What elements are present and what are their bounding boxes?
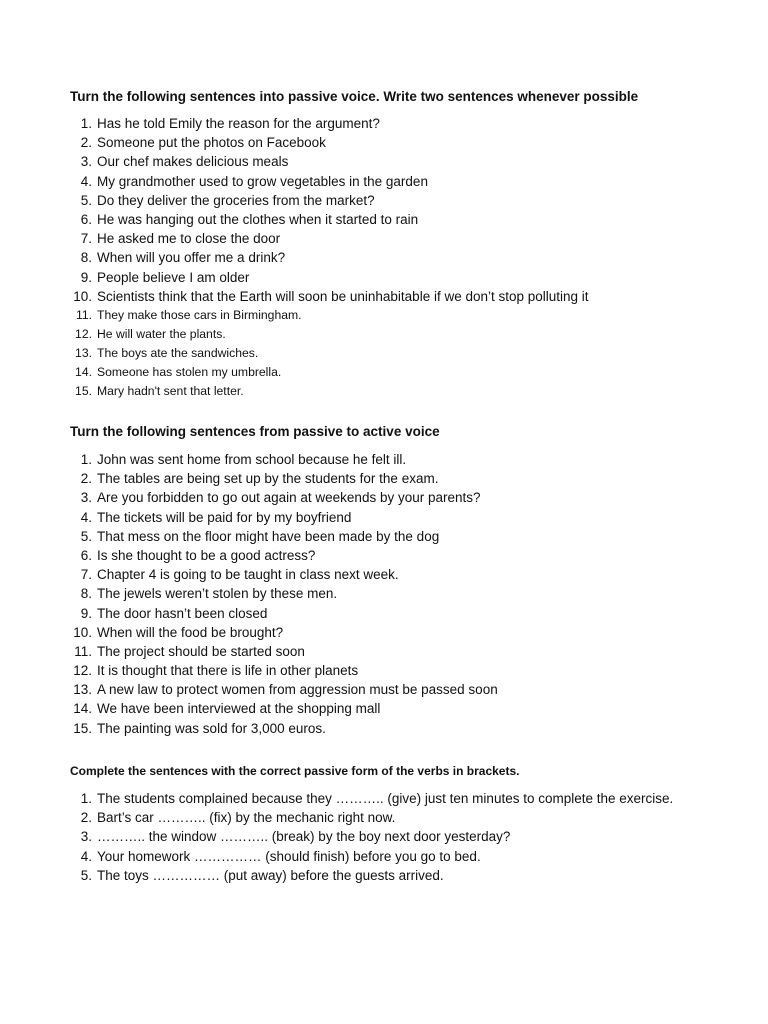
exercise-list — [70, 114, 730, 401]
item-text: They make those cars in Birmingham. — [97, 307, 302, 322]
item-number: 4. — [80, 173, 92, 189]
list-item — [70, 152, 730, 171]
item-number: 5. — [80, 528, 92, 544]
item-number: 6. — [80, 547, 92, 563]
list-item — [70, 229, 730, 248]
item-text: My grandmother used to grow vegetables in the garden — [97, 173, 428, 189]
item-number: 7. — [80, 231, 92, 247]
exercise-list — [70, 450, 730, 738]
item-text: Is she thought to be a good actress? — [97, 547, 316, 563]
item-number: 12. — [75, 326, 92, 341]
list-item — [70, 699, 730, 718]
item-text: People believe I am older — [97, 269, 250, 285]
item-number: 2. — [80, 135, 92, 151]
item-number: 4. — [80, 509, 92, 525]
item-number: 4. — [80, 848, 92, 864]
item-number: 9. — [80, 605, 92, 621]
item-number: 8. — [80, 586, 92, 602]
item-text: ……….. the window ……….. (break) by the boy next door yesterday? — [97, 829, 511, 845]
item-number: 14. — [73, 701, 92, 717]
list-item — [70, 488, 730, 507]
list-item — [70, 604, 730, 623]
item-text: He asked me to close the door — [97, 231, 281, 247]
item-text: It is thought that there is life in other planets — [97, 663, 359, 679]
item-number: 13. — [75, 346, 92, 361]
item-text: When will the food be brought? — [97, 624, 284, 640]
list-item — [70, 363, 730, 382]
item-number: 2. — [80, 810, 92, 826]
item-text: Do they deliver the groceries from the market? — [97, 192, 375, 208]
list-item — [70, 789, 730, 808]
item-number: 8. — [80, 250, 92, 266]
list-item — [70, 248, 730, 267]
list-item — [70, 344, 730, 363]
list-item — [70, 508, 730, 527]
item-number: 1. — [80, 116, 92, 131]
item-text: The door hasn’t been closed — [97, 605, 268, 621]
item-number: 15. — [73, 720, 92, 736]
list-item — [70, 382, 730, 401]
list-item — [70, 306, 730, 325]
item-text: That mess on the floor might have been made by the dog — [97, 528, 440, 544]
item-number: 11. — [75, 307, 92, 322]
list-item — [70, 172, 730, 191]
list-item — [70, 450, 730, 469]
item-text: Someone put the photos on Facebook — [97, 135, 326, 151]
item-number: 2. — [80, 471, 92, 487]
list-item — [70, 680, 730, 699]
item-number: 9. — [80, 269, 92, 285]
item-number: 11. — [74, 643, 92, 659]
item-text: Our chef makes delicious meals — [97, 154, 289, 170]
item-number: 5. — [80, 192, 92, 208]
item-text: The jewels weren’t stolen by these men. — [97, 586, 338, 602]
list-item — [70, 808, 730, 827]
item-text: Your homework …………… (should finish) before you go to bed. — [97, 848, 481, 864]
list-item — [70, 866, 730, 885]
list-item — [70, 661, 730, 680]
list-item — [70, 114, 730, 133]
section-heading: Complete the sentences with the correct passive form of the verbs in brackets. — [70, 764, 520, 778]
item-number: 12. — [73, 663, 92, 679]
item-number: 3. — [80, 154, 92, 170]
item-number: 5. — [80, 867, 92, 883]
item-number: 3. — [80, 829, 92, 845]
item-text: The painting was sold for 3,000 euros. — [97, 720, 326, 736]
item-number: 15. — [75, 384, 92, 399]
item-text: The boys ate the sandwiches. — [97, 346, 259, 361]
list-item — [70, 469, 730, 488]
item-text: Someone has stolen my umbrella. — [97, 365, 282, 380]
item-text: Bart’s car ……….. (fix) by the mechanic right now. — [97, 810, 396, 826]
list-item — [70, 584, 730, 603]
item-text: Are you forbidden to go out again at weekends by your parents? — [97, 490, 481, 506]
list-item — [70, 527, 730, 546]
item-text: Has he told Emily the reason for the argument? — [97, 116, 380, 131]
list-item — [70, 546, 730, 565]
list-item — [70, 268, 730, 287]
item-text: He was hanging out the clothes when it started to rain — [97, 211, 419, 227]
item-number: 10. — [73, 624, 92, 640]
item-text: The tickets will be paid for by my boyfriend — [97, 509, 352, 525]
section-passive-voice — [70, 88, 730, 401]
list-item — [70, 565, 730, 584]
item-number: 7. — [80, 567, 92, 583]
section-complete-sentences — [70, 763, 730, 885]
item-text: A new law to protect women from aggression must be passed soon — [97, 682, 498, 698]
section-heading: Turn the following sentences into passive voice. Write two sentences whenever possible — [70, 89, 639, 104]
list-item — [70, 191, 730, 210]
list-item — [70, 210, 730, 229]
item-number: 6. — [80, 211, 92, 227]
list-item — [70, 287, 730, 306]
list-item — [70, 642, 730, 661]
item-text: Chapter 4 is going to be taught in class next week. — [97, 567, 399, 583]
item-text: The tables are being set up by the students for the exam. — [97, 471, 439, 487]
section-heading: Turn the following sentences from passive to active voice — [70, 424, 440, 439]
list-item — [70, 827, 730, 846]
item-number: 3. — [80, 490, 92, 506]
item-text: John was sent home from school because he felt ill. — [97, 452, 407, 467]
item-text: The toys …………… (put away) before the guests arrived. — [97, 867, 444, 883]
list-item — [70, 623, 730, 642]
item-text: The project should be started soon — [97, 643, 305, 659]
item-text: He will water the plants. — [97, 326, 226, 341]
list-item — [70, 325, 730, 344]
list-item — [70, 719, 730, 738]
exercise-list — [70, 789, 730, 885]
list-item — [70, 847, 730, 866]
list-item — [70, 133, 730, 152]
item-number: 13. — [73, 682, 92, 698]
item-text: The students complained because they ……….. (give) just ten minutes to complete the exercise. — [97, 791, 674, 806]
item-number: 1. — [80, 452, 92, 467]
item-text: We have been interviewed at the shopping mall — [97, 701, 381, 717]
item-text: Mary hadn't sent that letter. — [97, 384, 244, 399]
item-number: 14. — [75, 365, 92, 380]
item-text: When will you offer me a drink? — [97, 250, 286, 266]
item-number: 10. — [73, 288, 92, 304]
item-text: Scientists think that the Earth will soon be uninhabitable if we don’t stop polluting it — [97, 288, 589, 304]
item-number: 1. — [80, 791, 92, 806]
section-active-voice — [70, 423, 730, 738]
